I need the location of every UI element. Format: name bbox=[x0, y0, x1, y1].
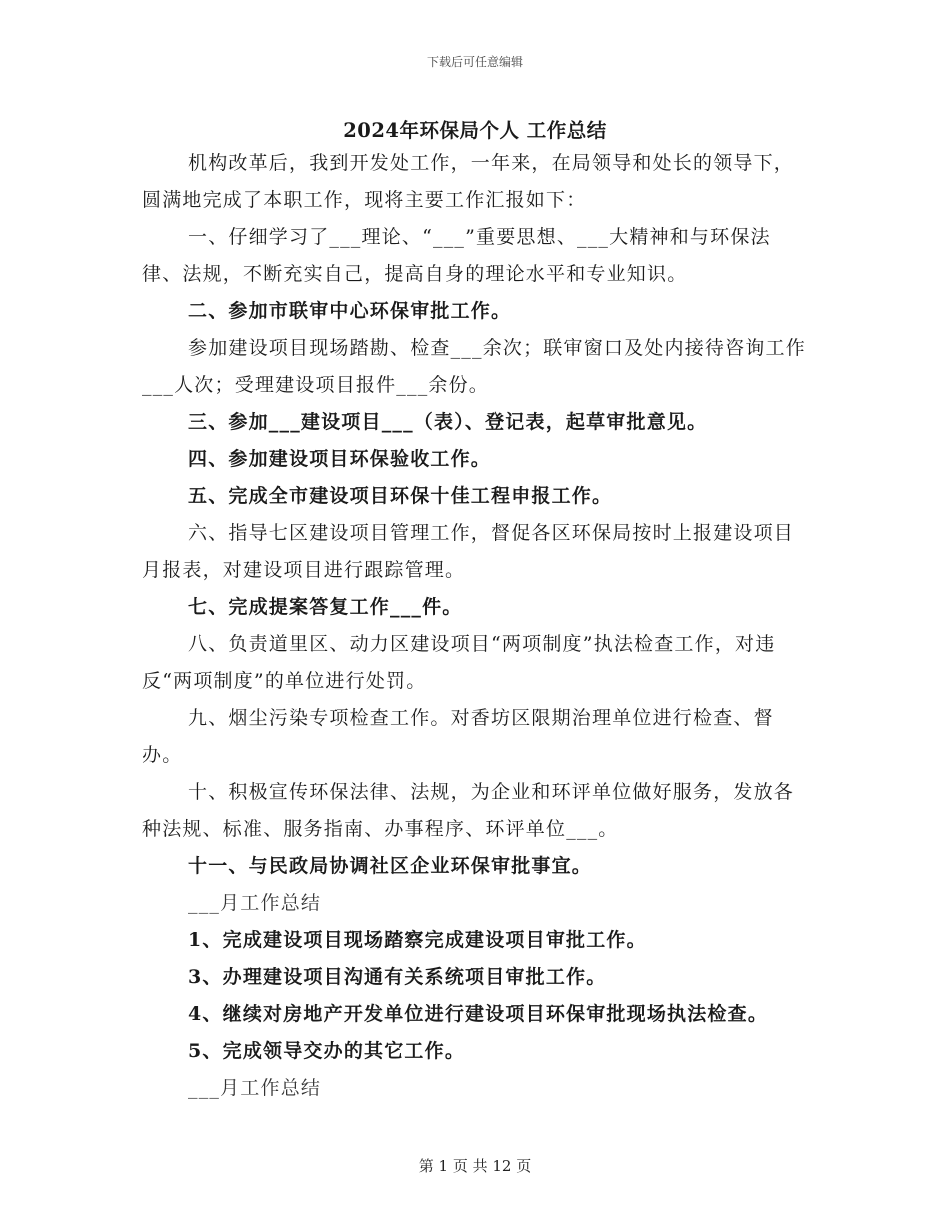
paragraph-item-3: 三、参加___建设项目___（表）、登记表，起草审批意见。 bbox=[188, 411, 708, 433]
paragraph-item-10: 十、积极宣传环保法律、法规，为企业和环评单位做好服务，发放各种法规、标准、服务指南、办事程序、环评单位___。 bbox=[142, 781, 795, 840]
paragraph-item-5: 五、完成全市建设项目环保十佳工程申报工作。 bbox=[188, 485, 613, 507]
paragraph-item-1: 一、仔细学习了___理论、“___”重要思想、___大精神和与环保法律、法规，不断充实自己，提高自身的理论水平和专业知识。 bbox=[142, 226, 771, 285]
paragraph-item-7: 七、完成提案答复工作___件。 bbox=[188, 596, 463, 618]
paragraph-item-9: 九、烟尘污染专项检查工作。对香坊区限期治理单位进行检查、督办。 bbox=[142, 707, 774, 766]
monthly-summary-heading-2: ___月工作总结 bbox=[188, 1077, 322, 1099]
page-number-footer: 第 1 页 共 12 页 bbox=[418, 1157, 532, 1175]
document-title: 2024年环保局个人 工作总结 bbox=[343, 119, 607, 142]
monthly-item-5: 5、完成领导交办的其它工作。 bbox=[188, 1040, 466, 1062]
paragraph-item-11: 十一、与民政局协调社区企业环保审批事宜。 bbox=[188, 855, 593, 877]
monthly-item-1: 1、完成建设项目现场踏察完成建设项目审批工作。 bbox=[188, 929, 647, 951]
paragraph-item-2-detail: 参加建设项目现场踏勘、检查___余次；联审窗口及处内接待咨询工作___人次；受理建设项目报件___余份。 bbox=[142, 337, 806, 396]
monthly-item-3: 3、办理建设项目沟通有关系统项目审批工作。 bbox=[188, 966, 607, 988]
monthly-summary-heading: ___月工作总结 bbox=[188, 892, 322, 914]
page-header-note: 下载后可任意编辑 bbox=[426, 55, 523, 69]
paragraph-intro: 机构改革后，我到开发处工作，一年来，在局领导和处长的领导下，圆满地完成了本职工作，现将主要工作汇报如下： bbox=[142, 152, 795, 211]
paragraph-item-2: 二、参加市联审中心环保审批工作。 bbox=[188, 300, 512, 322]
paragraph-item-8: 八、负责道里区、动力区建设项目“两项制度”执法检查工作，对违反“两项制度”的单位进行处罚。 bbox=[142, 633, 776, 692]
monthly-item-4: 4、继续对房地产开发单位进行建设项目环保审批现场执法检查。 bbox=[188, 1003, 769, 1025]
paragraph-item-4: 四、参加建设项目环保验收工作。 bbox=[188, 448, 492, 470]
paragraph-item-6: 六、指导七区建设项目管理工作，督促各区环保局按时上报建设项目月报表，对建设项目进行跟踪管理。 bbox=[142, 522, 795, 581]
